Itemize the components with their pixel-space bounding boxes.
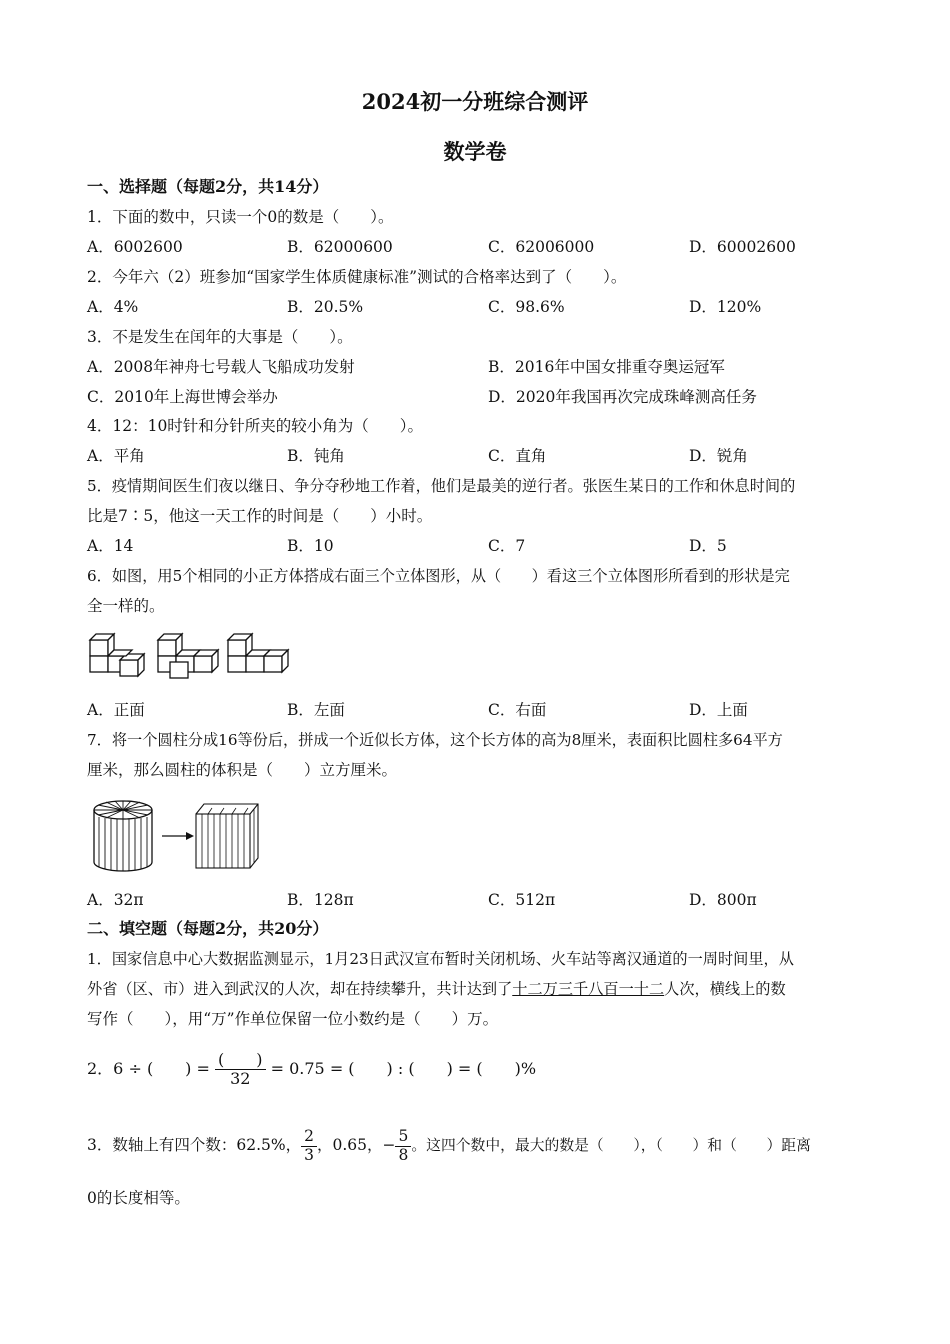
- fill-q3-middle: ，0.65，−: [316, 1136, 396, 1154]
- q1-text: 1．下面的数中，只读一个0的数是（ ）。: [87, 208, 394, 226]
- cube-figures-illustration: [86, 630, 291, 682]
- q2-option-b: B．20.5%: [287, 298, 364, 316]
- q5-option-a: A．14: [87, 537, 134, 555]
- q2-option-d: D．120%: [689, 298, 762, 316]
- q6-option-a: A．正面: [87, 701, 145, 719]
- exam-title: 2024初一分班综合测评: [361, 89, 589, 114]
- fill-q2-equation: [87, 1048, 536, 1090]
- fill-q2-prefix: 2．6 ÷ ( ) =: [87, 1059, 210, 1078]
- q2-option-a: A．4%: [87, 298, 139, 316]
- fill-q3-fraction2-denominator: 8: [398, 1145, 409, 1164]
- q2-option-c: C．98.6%: [488, 298, 565, 316]
- fill-q3-fraction1-denominator: 3: [304, 1145, 314, 1164]
- q4-option-b: B．钝角: [287, 447, 345, 465]
- q6-option-b: B．左面: [287, 701, 345, 719]
- exam-subtitle: 数学卷: [443, 139, 507, 164]
- q7-option-d: D．800π: [689, 891, 757, 909]
- q6-text-line2: 全一样的。: [87, 597, 165, 615]
- q1-option-c: C．62006000: [488, 238, 595, 256]
- q2-text: 2．今年六（2）班参加“国家学生体质健康标准”测试的合格率达到了（ ）。: [87, 268, 627, 286]
- fill-q1-line2-start: 外省（区、市）进入到武汉的人次，却在持续攀升，共计达到了: [87, 980, 513, 998]
- q3-option-b: B．2016年中国女排重夺奥运冠军: [488, 358, 725, 376]
- fill-q3-fraction-two-thirds: [301, 1128, 317, 1163]
- q5-text-line2: 比是7∶5，他这一天工作的时间是（ ）小时。: [87, 507, 433, 525]
- fill-q2-fraction: [215, 1051, 266, 1087]
- q4-text: 4．12：10时针和分针所夹的较小角为（ ）。: [87, 417, 424, 435]
- q4-option-d: D．锐角: [689, 447, 748, 465]
- fill-q2-fraction-denominator: 32: [230, 1069, 251, 1088]
- fill-q3-line2: 0的长度相等。: [87, 1189, 190, 1207]
- q7-text-line2: 厘米，那么圆柱的体积是（ ）立方厘米。: [87, 761, 398, 779]
- q3-text: 3．不是发生在闰年的大事是（ ）。: [87, 328, 353, 346]
- q7-option-a: A．32π: [87, 891, 144, 909]
- fill-q1-line3: 写作（ ），用“万”作单位保留一位小数约是（ ）万。: [87, 1010, 499, 1028]
- fill-q3-suffix: 。这四个数中，最大的数是（ ），（ ）和（ ）距离: [411, 1137, 811, 1154]
- q5-option-d: D．5: [689, 537, 727, 555]
- q1-option-d: D．60002600: [689, 238, 796, 256]
- q4-option-a: A．平角: [87, 447, 145, 465]
- cylinder-to-cuboid-illustration: [90, 798, 260, 874]
- q5-option-b: B．10: [287, 537, 334, 555]
- fill-q3-prefix: 3．数轴上有四个数：62.5%，: [87, 1136, 302, 1154]
- fill-q3-line1: [87, 1122, 811, 1169]
- fill-q1-line2: [87, 979, 786, 999]
- q7-option-b: B．128π: [287, 891, 354, 909]
- fill-q1-line2-end: 人次，横线上的数: [664, 980, 786, 998]
- q1-option-b: B．62000600: [287, 238, 393, 256]
- section1-heading: 一、选择题（每题2分，共14分）: [87, 177, 329, 196]
- fill-q1-underlined-number: 十二万三千八百一十二: [512, 980, 665, 998]
- q3-option-d: D．2020年我国再次完成珠峰测高任务: [488, 388, 757, 406]
- q5-text-line1: 5．疫情期间医生们夜以继日、争分夺秒地工作着，他们是最美的逆行者。张医生某日的工作和休息时间的: [87, 477, 796, 495]
- q3-option-a: A．2008年神舟七号载人飞船成功发射: [87, 358, 355, 376]
- q3-option-c: C．2010年上海世博会举办: [87, 388, 278, 406]
- q4-option-c: C．直角: [488, 447, 547, 465]
- fill-q3-fraction2-numerator: 5: [395, 1128, 411, 1146]
- q6-text-line1: 6．如图，用5个相同的小正方体搭成右面三个立体图形，从（ ）看这三个立体图形所看到的形状是完: [87, 567, 790, 585]
- fill-q1-line1: 1．国家信息中心大数据监测显示，1月23日武汉宣布暂时关闭机场、火车站等离汉通道的一周时间里，从: [87, 950, 794, 968]
- q7-option-c: C．512π: [488, 891, 556, 909]
- q1-option-a: A．6002600: [87, 238, 183, 256]
- section2-heading: 二、填空题（每题2分，共20分）: [87, 919, 329, 938]
- fill-q2-suffix: = 0.75 = ( ) : ( ) = ( )%: [270, 1059, 537, 1078]
- q5-option-c: C．7: [488, 537, 526, 555]
- q7-text-line1: 7．将一个圆柱分成16等份后，拼成一个近似长方体，这个长方体的高为8厘米，表面积比圆柱多64平方: [87, 731, 783, 749]
- fill-q3-fraction-five-eighths: [395, 1128, 411, 1163]
- q6-option-d: D．上面: [689, 701, 748, 719]
- fill-q3-fraction1-numerator: 2: [301, 1128, 317, 1146]
- fill-q2-fraction-numerator: ( ): [215, 1051, 266, 1070]
- q6-option-c: C．右面: [488, 701, 547, 719]
